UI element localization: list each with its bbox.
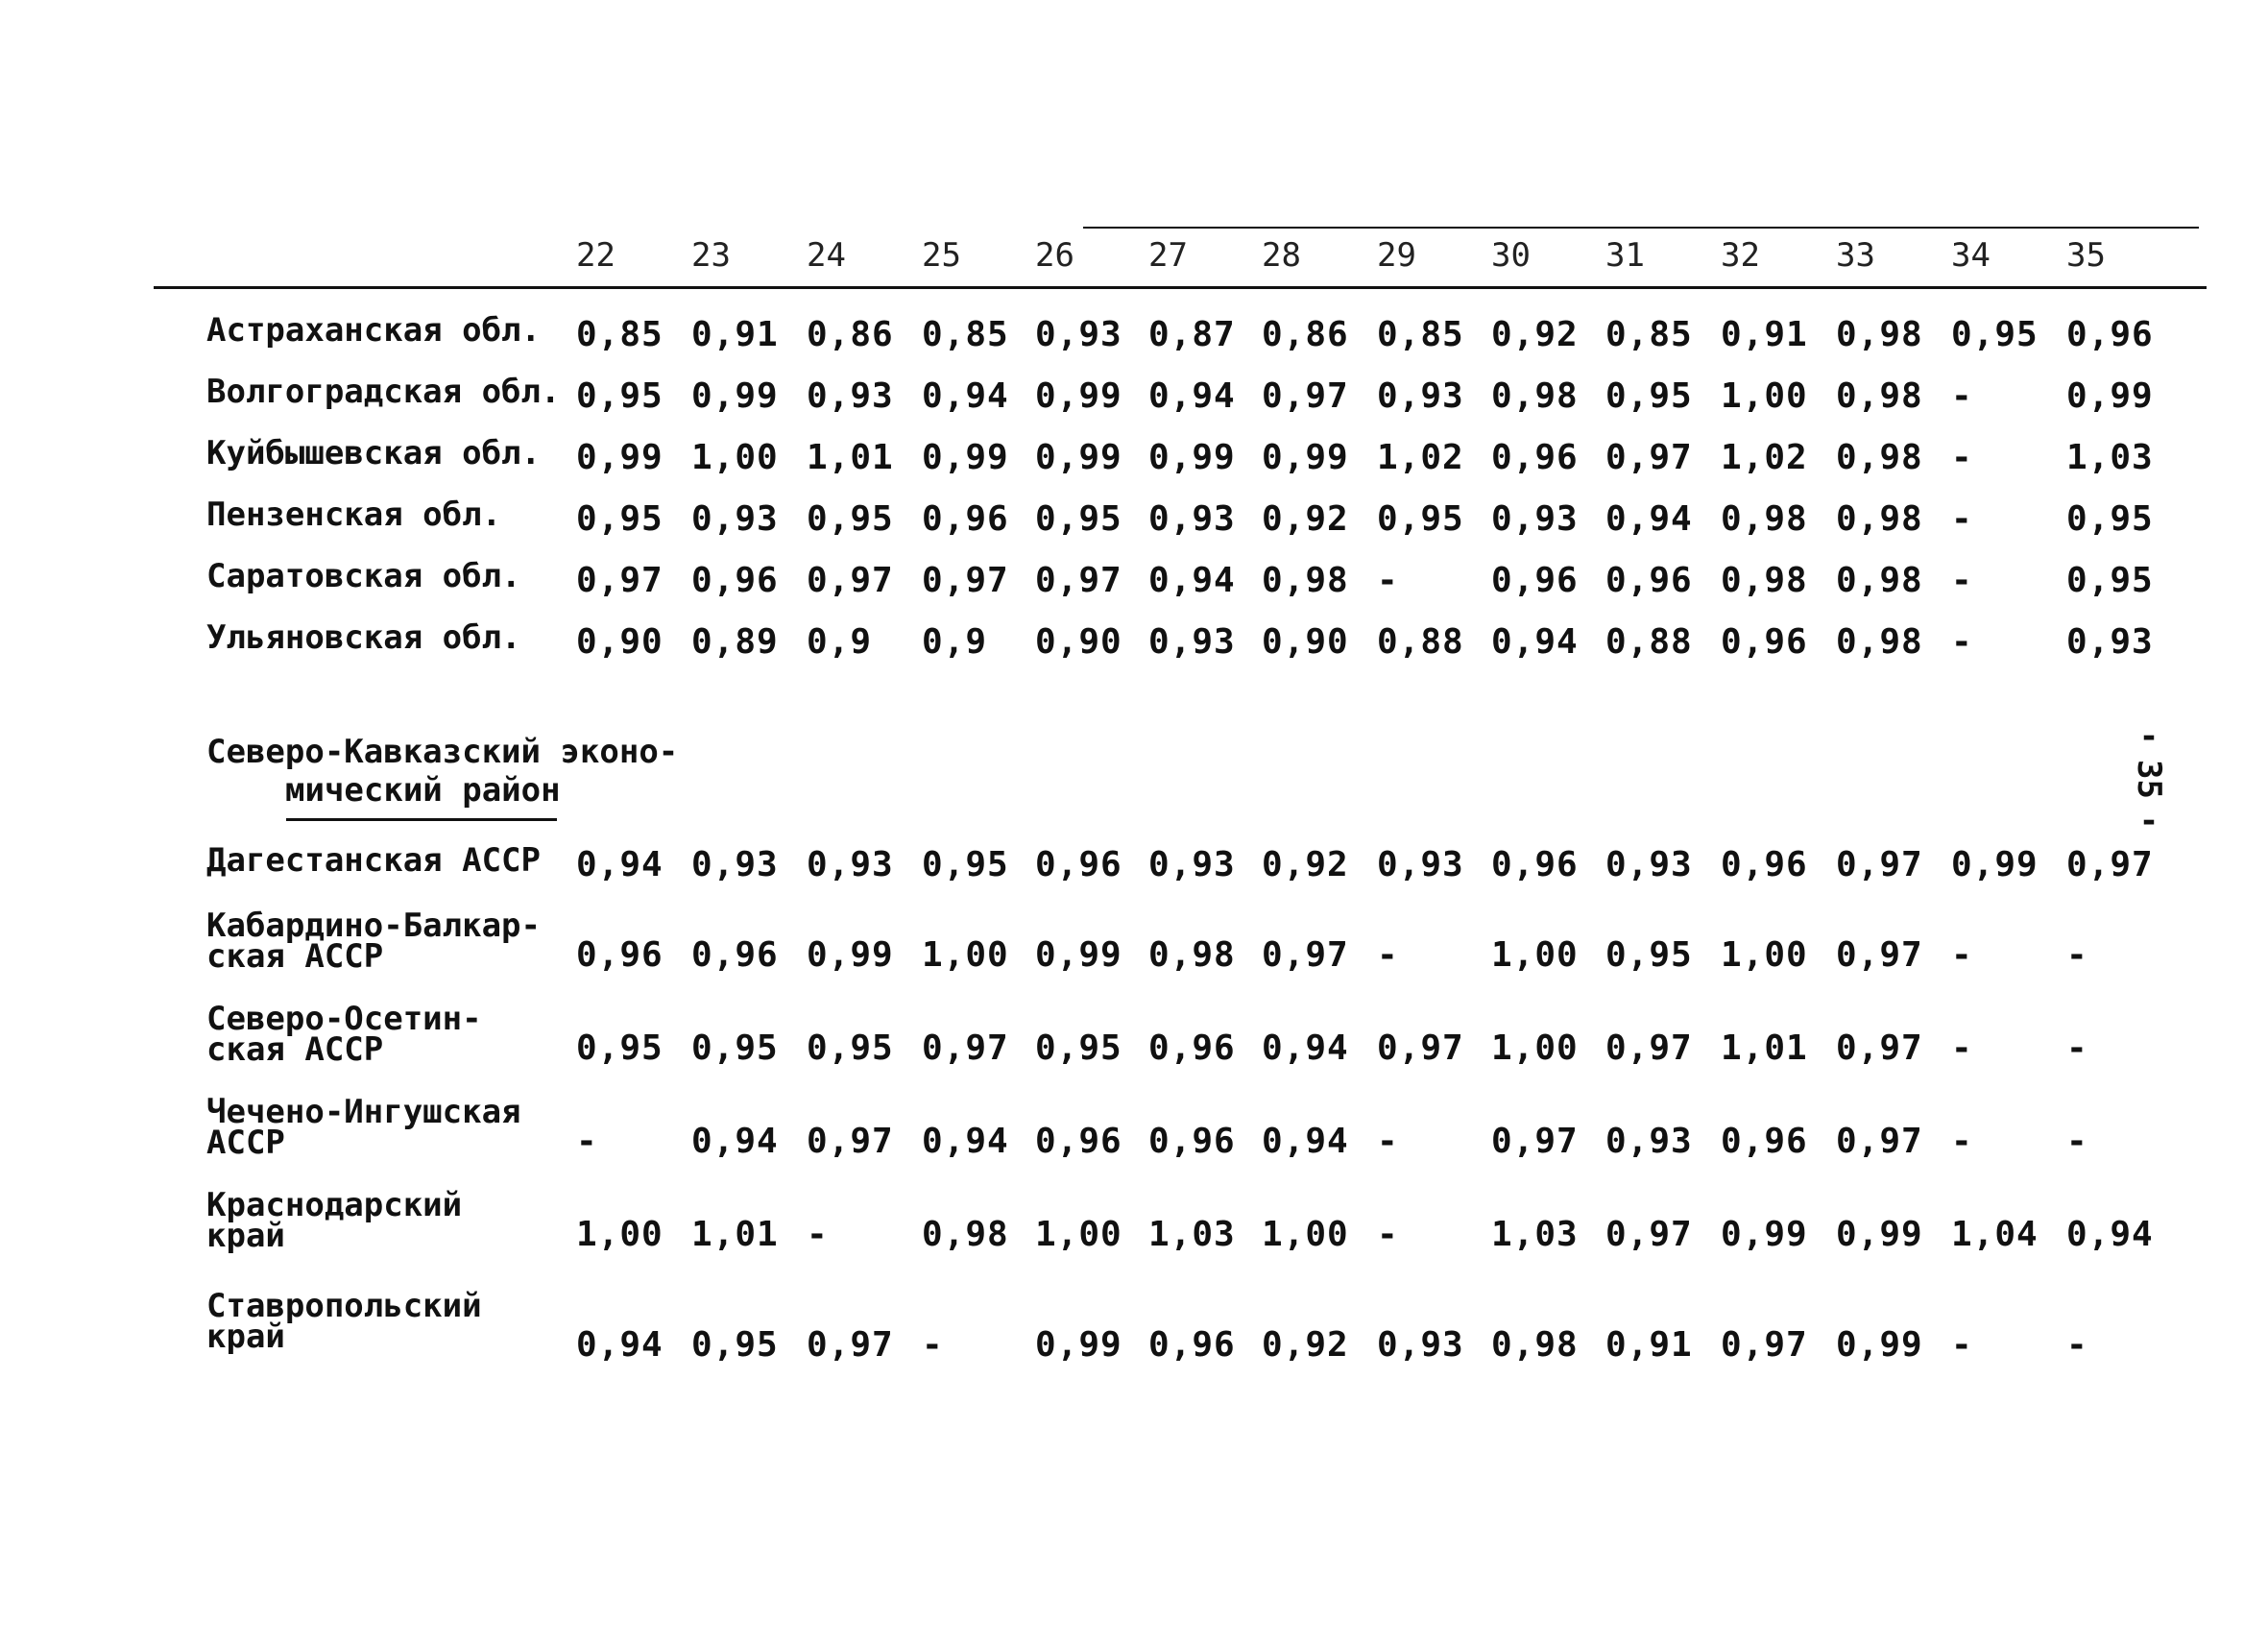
table-cell: 1,03 <box>2066 438 2154 477</box>
table-cell: 0,93 <box>1148 845 1236 884</box>
table-cell: 0,97 <box>1035 561 1122 600</box>
row-label: Ставропольский край <box>206 1287 482 1356</box>
table-cell: 0,95 <box>576 1028 664 1068</box>
table-cell: 0,97 <box>1836 1122 1923 1161</box>
table-cell: - <box>1951 1325 1973 1365</box>
table-cell: 0,99 <box>1035 376 1122 416</box>
table-cell: 0,96 <box>1721 845 1808 884</box>
table-cell: 0,98 <box>1836 315 1923 354</box>
table-cell: 0,96 <box>1035 1122 1122 1161</box>
table-cell: 0,95 <box>1035 1028 1122 1068</box>
table-cell: 0,93 <box>1035 315 1122 354</box>
table-cell: - <box>1951 376 1973 416</box>
table-cell: 0,99 <box>2066 376 2154 416</box>
table-cell: 0,99 <box>1951 845 2039 884</box>
section-title <box>206 733 678 810</box>
table-cell: 0,98 <box>922 1215 1009 1254</box>
table-cell: - <box>1951 438 1973 477</box>
table-cell: 0,95 <box>576 499 664 539</box>
table-cell: 0,93 <box>1377 376 1464 416</box>
table-cell: 0,97 <box>1836 845 1923 884</box>
table-cell: 1,01 <box>691 1215 779 1254</box>
row-label: Пензенская обл. <box>206 496 502 534</box>
top-rule <box>1083 227 2199 229</box>
table-cell: 0,91 <box>1605 1325 1693 1365</box>
table-cell: 0,93 <box>807 376 894 416</box>
table-cell: 0,96 <box>1605 561 1693 600</box>
table-cell: 0,93 <box>1377 845 1464 884</box>
table-cell: 1,00 <box>576 1215 664 1254</box>
table-cell: 0,86 <box>807 315 894 354</box>
table-cell: 0,96 <box>1491 561 1579 600</box>
table-cell: 0,94 <box>1148 376 1236 416</box>
table-cell: 0,98 <box>1491 1325 1579 1365</box>
table-cell: 0,96 <box>922 499 1009 539</box>
table-cell: 0,97 <box>1836 1028 1923 1068</box>
table-cell: 0,99 <box>807 935 894 975</box>
table-cell: 0,96 <box>1721 622 1808 662</box>
column-header: 29 <box>1377 236 1416 275</box>
table-cell: 0,85 <box>1605 315 1693 354</box>
table-cell: 0,98 <box>1836 438 1923 477</box>
table-cell: 0,98 <box>1721 499 1808 539</box>
table-cell: 0,97 <box>807 561 894 600</box>
table-cell: 1,00 <box>1491 935 1579 975</box>
table-cell: 0,96 <box>1491 845 1579 884</box>
column-header: 30 <box>1491 236 1531 275</box>
column-header: 34 <box>1951 236 1991 275</box>
table-cell: 0,98 <box>1836 376 1923 416</box>
table-cell: 0,99 <box>1035 438 1122 477</box>
table-cell: 0,95 <box>807 1028 894 1068</box>
table-cell: 0,85 <box>922 315 1009 354</box>
table-cell: 0,92 <box>1262 845 1349 884</box>
table-cell: 0,98 <box>1148 935 1236 975</box>
table-cell: 1,02 <box>1377 438 1464 477</box>
table-cell: 0,99 <box>1836 1215 1923 1254</box>
column-header: 25 <box>922 236 961 275</box>
table-cell: 0,94 <box>2066 1215 2154 1254</box>
table-cell: 0,9 <box>807 622 873 662</box>
table-cell: 0,98 <box>1836 561 1923 600</box>
table-cell: 0,92 <box>1491 315 1579 354</box>
table-cell: 1,00 <box>1721 935 1808 975</box>
row-label: Куйбышевская обл. <box>206 434 541 472</box>
header-rule <box>154 286 2207 289</box>
table-cell: 1,03 <box>1148 1215 1236 1254</box>
table-cell: 0,95 <box>2066 499 2154 539</box>
column-header: 28 <box>1262 236 1301 275</box>
table-cell: 0,94 <box>1491 622 1579 662</box>
row-label: Кабардино-Балкар- ская АССР <box>206 907 541 976</box>
table-cell: 0,88 <box>1377 622 1464 662</box>
table-cell: - <box>576 1122 598 1161</box>
table-cell: - <box>2066 1122 2088 1161</box>
table-cell: 0,95 <box>691 1325 779 1365</box>
table-cell: - <box>807 1215 829 1254</box>
table-cell: - <box>1951 622 1973 662</box>
table-cell: 0,91 <box>691 315 779 354</box>
table-cell: 0,94 <box>922 1122 1009 1161</box>
table-cell: 0,94 <box>922 376 1009 416</box>
table-cell: - <box>1377 561 1399 600</box>
table-cell: 0,90 <box>1035 622 1122 662</box>
table-cell: 0,87 <box>1148 315 1236 354</box>
table-cell: 0,98 <box>1836 499 1923 539</box>
table-cell: 0,90 <box>1262 622 1349 662</box>
table-cell: 0,97 <box>1605 438 1693 477</box>
table-cell: 0,88 <box>1605 622 1693 662</box>
table-cell: 0,97 <box>922 1028 1009 1068</box>
column-header: 27 <box>1148 236 1188 275</box>
row-label: Чечено-Ингушская АССР <box>206 1093 521 1162</box>
table-cell: 0,97 <box>1491 1122 1579 1161</box>
column-header: 24 <box>807 236 846 275</box>
table-cell: 0,96 <box>1148 1325 1236 1365</box>
table-cell: 0,97 <box>1262 376 1349 416</box>
page-number: 35 <box>2130 760 2168 799</box>
table-cell: 0,99 <box>1035 935 1122 975</box>
column-header: 22 <box>576 236 615 275</box>
table-cell: 0,95 <box>576 376 664 416</box>
table-cell: 1,02 <box>1721 438 1808 477</box>
table-cell: 0,86 <box>1262 315 1349 354</box>
table-cell: 0,96 <box>2066 315 2154 354</box>
table-cell: 1,03 <box>1491 1215 1579 1254</box>
table-cell: 1,01 <box>807 438 894 477</box>
table-cell: 1,00 <box>922 935 1009 975</box>
table-cell: - <box>1377 1215 1399 1254</box>
table-cell: - <box>1951 1028 1973 1068</box>
row-label: Дагестанская АССР <box>206 841 541 880</box>
table-cell: 0,99 <box>1721 1215 1808 1254</box>
table-cell: 0,92 <box>1262 1325 1349 1365</box>
section-title-line-1: Северо-Кавказский эконо- <box>206 733 679 771</box>
table-cell: 0,98 <box>1721 561 1808 600</box>
table-cell: 0,96 <box>576 935 664 975</box>
page-marker-dash-bottom: - <box>2138 802 2159 840</box>
table-cell: 0,94 <box>1148 561 1236 600</box>
table-cell: 0,98 <box>1491 376 1579 416</box>
table-cell: 0,96 <box>1721 1122 1808 1161</box>
row-label: Саратовская обл. <box>206 557 521 595</box>
table-cell: 0,96 <box>1148 1122 1236 1161</box>
table-cell: 0,93 <box>1377 1325 1464 1365</box>
table-cell: 0,90 <box>576 622 664 662</box>
table-cell: 1,01 <box>1721 1028 1808 1068</box>
table-cell: 1,00 <box>1035 1215 1122 1254</box>
table-cell: 0,98 <box>1262 561 1349 600</box>
column-header: 32 <box>1721 236 1760 275</box>
table-cell: 1,00 <box>1262 1215 1349 1254</box>
table-cell: 0,99 <box>691 376 779 416</box>
table-cell: - <box>1377 935 1399 975</box>
table-cell: 0,95 <box>1035 499 1122 539</box>
row-label: Волгоградская обл. <box>206 373 561 411</box>
table-cell: 0,93 <box>1148 499 1236 539</box>
table-cell: 0,97 <box>2066 845 2154 884</box>
table-cell: 0,97 <box>1836 935 1923 975</box>
table-cell: 0,97 <box>1605 1028 1693 1068</box>
row-label: Ульяновская обл. <box>206 618 521 657</box>
table-cell: 0,93 <box>691 499 779 539</box>
table-cell: 0,99 <box>1035 1325 1122 1365</box>
table-cell: 0,99 <box>922 438 1009 477</box>
table-cell: 0,97 <box>1605 1215 1693 1254</box>
table-cell: 1,00 <box>1721 376 1808 416</box>
table-cell: - <box>1951 561 1973 600</box>
table-cell: 0,9 <box>922 622 988 662</box>
table-cell: 0,95 <box>2066 561 2154 600</box>
table-cell: 0,94 <box>691 1122 779 1161</box>
table-cell: 0,96 <box>1148 1028 1236 1068</box>
table-cell: - <box>2066 935 2088 975</box>
table-cell: 0,93 <box>1605 845 1693 884</box>
table-cell: 0,95 <box>1605 376 1693 416</box>
table-cell: 0,96 <box>1491 438 1579 477</box>
row-label: Краснодарский край <box>206 1186 463 1255</box>
table-cell: 0,97 <box>576 561 664 600</box>
table-cell: 0,93 <box>807 845 894 884</box>
table-cell: - <box>1951 499 1973 539</box>
table-cell: 0,97 <box>1377 1028 1464 1068</box>
column-header: 26 <box>1035 236 1074 275</box>
table-cell: 1,00 <box>691 438 779 477</box>
table-cell: - <box>1951 935 1973 975</box>
table-cell: 0,97 <box>922 561 1009 600</box>
table-cell: 0,96 <box>1035 845 1122 884</box>
table-cell: 0,94 <box>576 845 664 884</box>
table-cell: 0,89 <box>691 622 779 662</box>
table-cell: 0,95 <box>807 499 894 539</box>
table-cell: - <box>922 1325 944 1365</box>
row-label: Северо-Осетин- ская АССР <box>206 1000 482 1069</box>
table-cell: 0,93 <box>691 845 779 884</box>
row-label: Астраханская обл. <box>206 311 541 350</box>
column-header: 35 <box>2066 236 2106 275</box>
table-cell: 0,93 <box>1605 1122 1693 1161</box>
table-cell: 0,99 <box>576 438 664 477</box>
table-cell: 1,04 <box>1951 1215 2039 1254</box>
table-cell: - <box>1951 1122 1973 1161</box>
table-cell: 0,93 <box>2066 622 2154 662</box>
table-cell: 0,95 <box>922 845 1009 884</box>
table-cell: 0,93 <box>1491 499 1579 539</box>
page-number-marker <box>2130 717 2168 840</box>
table-cell: 1,00 <box>1491 1028 1579 1068</box>
table-cell: 0,85 <box>576 315 664 354</box>
table-cell: - <box>2066 1028 2088 1068</box>
table-cell: 0,94 <box>1605 499 1693 539</box>
table-cell: 0,97 <box>807 1122 894 1161</box>
table-cell: 0,97 <box>1721 1325 1808 1365</box>
table-cell: 0,96 <box>691 935 779 975</box>
table-cell: - <box>2066 1325 2088 1365</box>
table-cell: 0,97 <box>807 1325 894 1365</box>
table-cell: 0,95 <box>1951 315 2039 354</box>
section-underline <box>286 818 557 821</box>
table-cell: 0,95 <box>1377 499 1464 539</box>
table-cell: 0,99 <box>1836 1325 1923 1365</box>
table-cell: 0,94 <box>1262 1028 1349 1068</box>
table-cell: 0,94 <box>1262 1122 1349 1161</box>
table-cell: 0,95 <box>691 1028 779 1068</box>
table-cell: 0,99 <box>1148 438 1236 477</box>
table-cell: - <box>1377 1122 1399 1161</box>
table-cell: 0,95 <box>1605 935 1693 975</box>
table-cell: 0,94 <box>576 1325 664 1365</box>
page-marker-dash-top: - <box>2138 717 2159 756</box>
table-cell: 0,97 <box>1262 935 1349 975</box>
table-cell: 0,93 <box>1148 622 1236 662</box>
table-cell: 0,92 <box>1262 499 1349 539</box>
section-title-line-2: мический район <box>285 771 561 810</box>
table-cell: 0,99 <box>1262 438 1349 477</box>
column-header: 23 <box>691 236 731 275</box>
column-header: 33 <box>1836 236 1875 275</box>
table-cell: 0,96 <box>691 561 779 600</box>
table-cell: 0,91 <box>1721 315 1808 354</box>
table-cell: 0,85 <box>1377 315 1464 354</box>
column-header: 31 <box>1605 236 1645 275</box>
table-cell: 0,98 <box>1836 622 1923 662</box>
